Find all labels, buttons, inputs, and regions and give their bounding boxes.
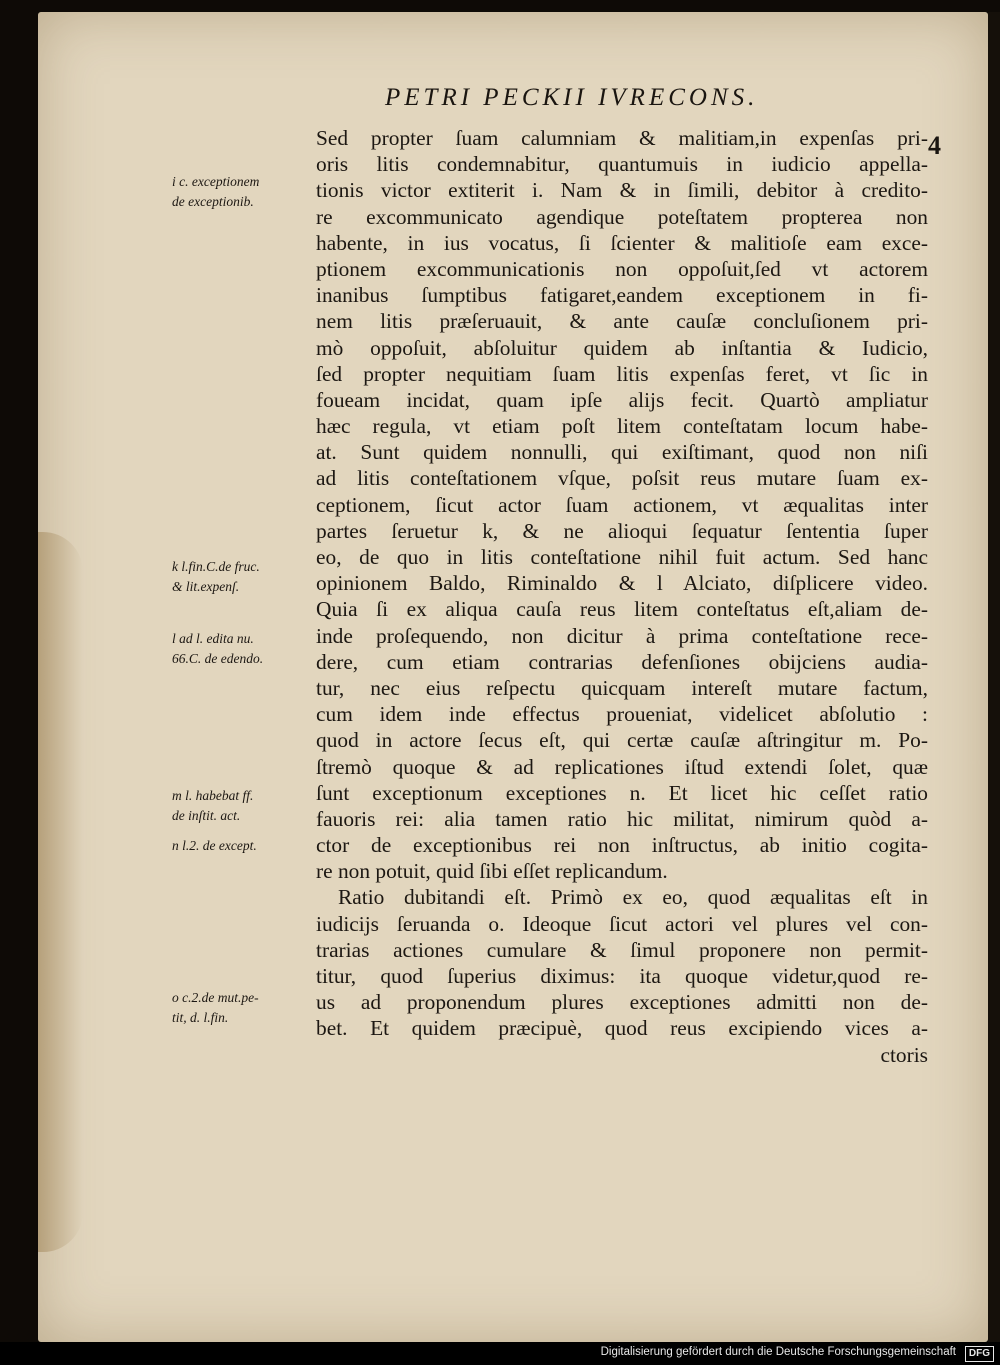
text-line: quod in actore ſecus eſt, qui certæ cauſæ aſtringitur m. Po-: [316, 728, 928, 753]
text-line: iudicijs ſeruanda o. Ideoque ſicut actori vel plures vel con-: [316, 911, 928, 936]
margin-note-o: [172, 988, 322, 1028]
margin-note-k: [172, 557, 322, 597]
text-line: titur, quod ſuperius diximus: ita quoque videtur,quod re-: [316, 964, 928, 988]
binding-shadow: [988, 12, 1000, 1342]
text-line: oris litis condemnabitur, quantumuis in iudicio appella-: [316, 152, 928, 177]
text-line: Quia ſi ex aliqua cauſa reus litem conteſtatus eſt,aliam de-: [316, 597, 928, 622]
text-line: ad litis conteſtationem vſque, poſsit reus mutare ſuam ex-: [316, 466, 928, 491]
margin-note-line: i c. exceptionem: [172, 174, 260, 189]
text-line: eo, de quo in litis conteſtatione nihil fuit actum. Sed hanc: [316, 545, 928, 569]
text-line: re excommunicato agendique poteſtatem propterea non: [316, 204, 928, 229]
margin-note-line: l ad l. edita nu.: [172, 631, 254, 646]
text-line: inde proſequendo, non dicitur à prima conteſtatione rece-: [316, 623, 928, 648]
text-line: tur, nec eius reſpectu quicquam intereſt mutare factum,: [316, 675, 928, 700]
text-line: cum idem inde effectus proueniat, videlicet abſolutio :: [316, 702, 928, 727]
margin-note-m: [172, 786, 322, 826]
text-line: fauoris rei: alia tamen ratio hic militat, nimirum quòd a-: [316, 806, 928, 831]
margin-note-line: m l. habebat ff.: [172, 788, 254, 803]
text-line: inanibus ſumptibus fatigaret,eandem exceptionem in fi-: [316, 283, 928, 308]
text-line: bet. Et quidem præcipuè, quod reus excipiendo vices a-: [316, 1016, 928, 1041]
funding-credit: Digitalisierung gefördert durch die Deutsche Forschungsgemeinschaft: [600, 1346, 956, 1358]
main-text-block: [316, 125, 928, 1068]
margin-note-line: o c.2.de mut.pe-: [172, 990, 259, 1005]
text-line: us ad proponendum plures exceptiones admitti non de-: [316, 990, 928, 1015]
page-fold-shadow: [38, 532, 83, 1252]
digitization-footer: [0, 1342, 1000, 1365]
text-line: foueam incidat, quam ipſe alijs fecit. Quartò ampliatur: [316, 387, 928, 412]
text-line: ſed propter nequitiam ſuam litis expenſas feret, vt ſic in: [316, 361, 928, 386]
text-line: ctor de exceptionibus rei non inſtructus, ab initio cogita-: [316, 833, 928, 858]
margin-note-line: tit, d. l.fin.: [172, 1010, 229, 1025]
margin-note-line: 66.C. de edendo.: [172, 651, 264, 666]
text-line: habente, in ius vocatus, ſi ſcienter & malitioſe eam exce-: [316, 230, 928, 255]
margin-note-line: de inſtit. act.: [172, 808, 241, 823]
margin-note-n: [172, 836, 322, 856]
text-line: dere, cum etiam contrarias defenſiones obijciens audia-: [316, 649, 928, 674]
text-line: mò oppoſuit, abſoluitur quidem ab inſtantia & Iudicio,: [316, 335, 928, 360]
text-line: ptionem excommunicationis non oppoſuit,ſed vt actorem: [316, 256, 928, 281]
dfg-logo: DFG: [965, 1346, 994, 1362]
text-line: opinionem Baldo, Riminaldo & l Alciato, diſplicere video.: [316, 571, 928, 596]
margin-note-line: de exceptionib.: [172, 194, 254, 209]
page-number: 4: [928, 131, 941, 160]
margin-note-i: [172, 172, 322, 212]
text-line: nem litis præſeruauit, & ante cauſæ concluſionem pri-: [316, 309, 928, 334]
running-header: PETRI PECKII IVRECONS.: [385, 84, 759, 111]
text-line: ſtremò quoque & ad replicationes iſtud extendi ſolet, quæ: [316, 754, 928, 779]
text-line: at. Sunt quidem nonnulli, qui exiſtimant, quod non niſi: [316, 440, 928, 465]
margin-note-line: n l.2. de except.: [172, 838, 257, 853]
text-line: tionis victor extiterit i. Nam & in ſimili, debitor à credito-: [316, 178, 928, 203]
text-line: hæc regula, vt etiam poſt litem conteſtatam locum habe-: [316, 414, 928, 439]
margin-note-l: [172, 629, 322, 669]
margin-note-line: k l.fin.C.de fruc.: [172, 559, 260, 574]
text-line: partes ſeruetur k, & ne alioqui ſequatur ſententia ſuper: [316, 518, 928, 543]
text-line: Sed propter ſuam calumniam & malitiam,in expenſas pri-: [316, 126, 928, 150]
margin-note-line: & lit.expenſ.: [172, 579, 240, 594]
text-line: Ratio dubitandi eſt. Primò ex eo, quod æqualitas eſt in: [338, 885, 928, 910]
text-line: trarias actiones cumulare & ſimul proponere non permit-: [316, 937, 928, 962]
catchword: ctoris: [880, 1042, 928, 1067]
text-line: ſunt exceptionum exceptiones n. Et licet hic ceſſet ratio: [316, 780, 928, 805]
text-line: re non potuit, quid ſibi eſſet replicandum.: [316, 859, 668, 884]
text-line: ceptionem, ſicut actor ſuam actionem, vt æqualitas inter: [316, 492, 928, 517]
